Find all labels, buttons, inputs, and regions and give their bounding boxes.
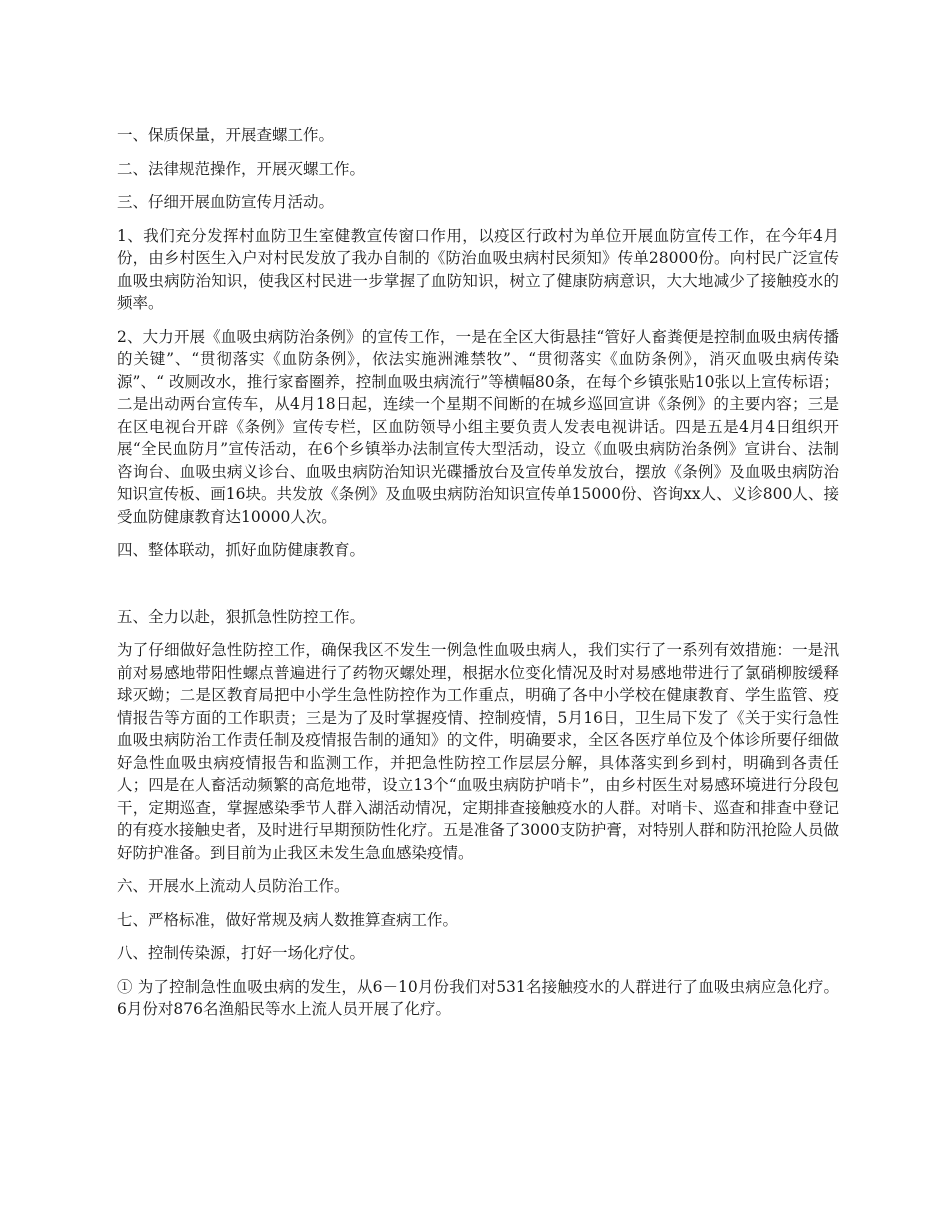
paragraph-1: 1、我们充分发挥村血防卫生室健教宣传窗口作用，以疫区行政村为单位开展血防宣传工作，在今年4月份，由乡村医生入户对村民发放了我办自制的《防治血吸虫病村民须知》传单28000份。向村民广泛宣传血吸虫病防治知识，使我区村民进一步掌握了血防知识，树立了健康防病意识，大大地减少了接触疫水的频率。 <box>117 226 839 312</box>
section-heading-7: 七、严格标准，做好常规及病人数推算查病工作。 <box>117 910 459 929</box>
paragraph-4: ① 为了控制急性血吸虫病的发生，从6－10月份我们对531名接触疫水的人群进行了血吸虫病应急化疗。6月份对876名渔船民等水上流人员开展了化疗。 <box>117 977 839 1018</box>
section-heading-6: 六、开展水上流动人员防治工作。 <box>117 877 350 895</box>
document-body <box>117 124 839 1032</box>
section-heading-8: 八、控制传染源，打好一场化疗仗。 <box>117 944 366 962</box>
section-heading-5: 五、全力以赴，狠抓急性防控工作。 <box>117 607 366 626</box>
paragraph-3: 为了仔细做好急性防控工作，确保我区不发生一例急性血吸虫病人，我们实行了一系列有效措施：一是汛前对易感地带阳性螺点普遍进行了药物灭螺处理，根据水位变化情况及时对易感地带进行了氯硝柳胺缓释球灭蚴；二是区教育局把中小学生急性防控作为工作重点，明确了各中小学校在健康教育、学生监管、疫情报告等方面的工作职责；三是为了及时掌握疫情、控制疫情，5月16日，卫生局下发了《关于实行急性血吸虫病防治工作责任制及疫情报告制的通知》的文件，明确要求，全区各医疗单位及个体诊所要仔细做好急性血吸虫病疫情报告和监测工作，并把急性防控工作层层分解，具体落实到乡到村，明确到各责任人；四是在人畜活动频繁的高危地带，设立13个“血吸虫病防护哨卡”，由乡村医生对易感环境进行分段包干，定期巡查，掌握感染季节人群入湖活动情况，定期排查接触疫水的人群。对哨卡、巡查和排查中登记的有疫水接触史者，及时进行早期预防性化疗。五是准备了3000支防护膏，对特别人群和防汛抢险人员做好防护准备。到目前为止我区未发生急血感染疫情。 <box>117 641 839 862</box>
section-heading-1: 一、保质保量，开展查螺工作。 <box>117 126 335 144</box>
section-heading-4: 四、整体联动，抓好血防健康教育。 <box>117 541 366 559</box>
section-heading-2: 二、法律规范操作，开展灭螺工作。 <box>117 159 366 178</box>
paragraph-2: 2、大力开展《血吸虫病防治条例》的宣传工作，一是在全区大街悬挂“管好人畜粪便是控制血吸虫病传播的关键”、“贯彻落实《血防条例》，依法实施洲滩禁牧”、“贯彻落实《血防条例》，消灭血吸虫病传染源”、“ 改厕改水，推行家畜圈养，控制血吸虫病流行”等横幅80条，在每个乡镇张贴10张以上宣传标语；二是出动两台宣传车，从4月18日起，连续一个星期不间断的在城乡巡回宣讲《条例》的主要内容；三是在区电视台开辟《条例》宣传专栏，区血防领导小组主要负责人发表电视讲话。四是五是4月4日组织开展“全民血防月”宣传活动，在6个乡镇举办法制宣传大型活动，设立《血吸虫病防治条例》宣讲台、法制咨询台、血吸虫病义诊台、血吸虫病防治知识光碟播放台及宣传单发放台，摆放《条例》及血吸虫病防治知识宣传板、画16块。共发放《条例》及血吸虫病防治知识宣传单15000份、咨询xx人、义诊800人、接受血防健康教育达10000人次。 <box>117 327 839 526</box>
blank-spacer <box>117 573 839 606</box>
section-heading-3: 三、仔细开展血防宣传月活动。 <box>117 193 335 211</box>
